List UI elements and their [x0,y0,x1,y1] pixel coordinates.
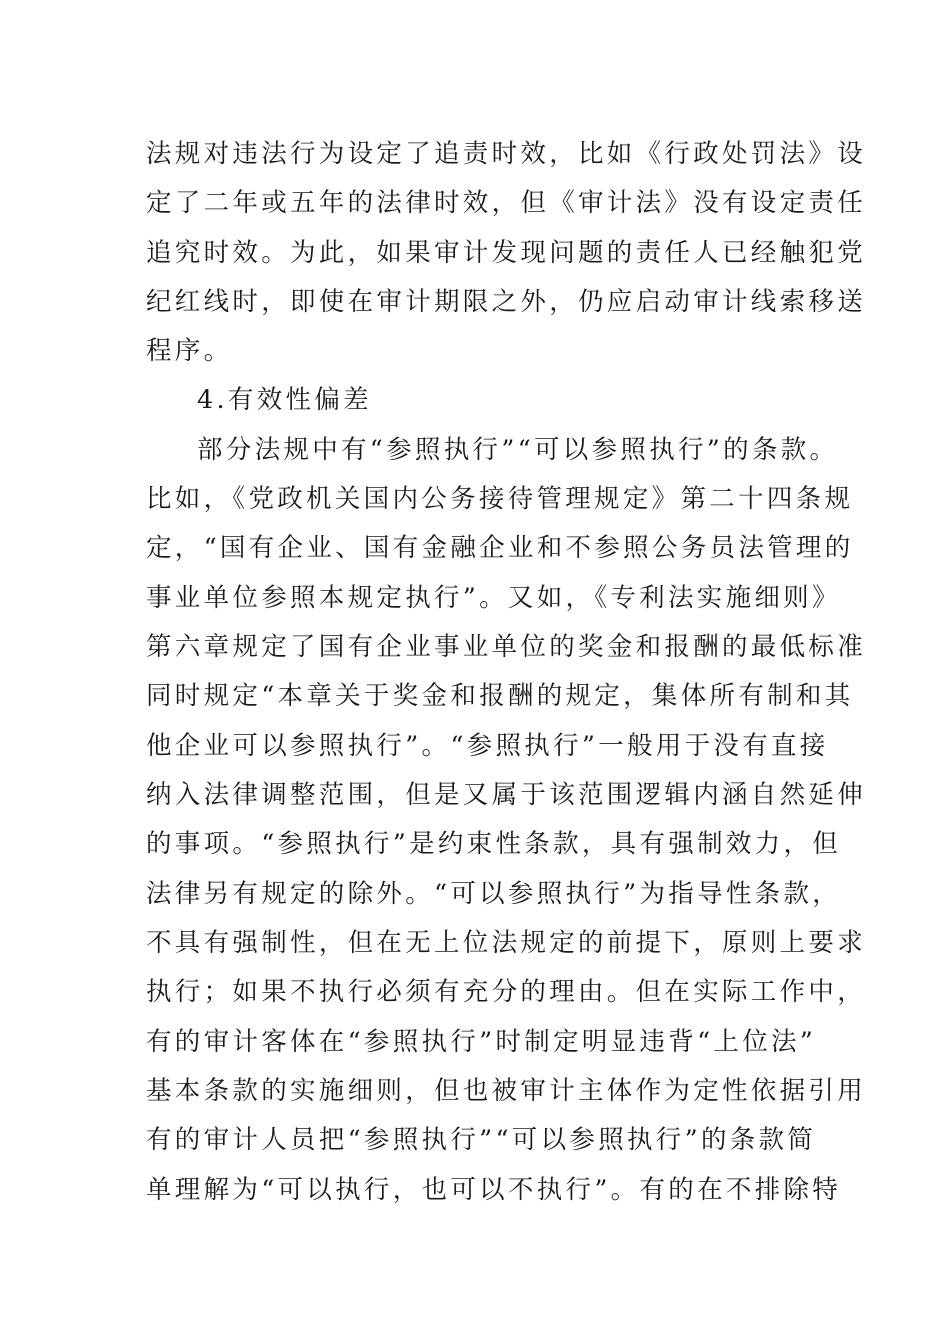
section-heading: 4.有效性偏差 [197,385,372,415]
text-line: 追究时效。为此，如果审计发现问题的责任人已经触犯党 [146,238,867,268]
text-line: 同时规定“本章关于奖金和报酬的规定，集体所有制和其 [146,681,854,711]
text-line: 部分法规中有“参照执行”“可以参照执行”的条款。 [197,435,839,465]
text-line: 法规对违法行为设定了追责时效，比如《行政处罚法》设 [146,139,867,169]
text-line: 纳入法律调整范围，但是又属于该范围逻辑内涵自然延伸 [146,780,867,810]
text-line: 程序。 [146,336,233,366]
text-line: 纪红线时，即使在审计期限之外，仍应启动审计线索移送 [146,287,867,317]
text-line: 的事项。“参照执行”是约束性条款，具有强制效力，但 [146,829,842,859]
text-line: 事业单位参照本规定执行”。又如，《专利法实施细则》 [146,583,841,613]
text-line: 基本条款的实施细则，但也被审计主体作为定性依据引用 [146,1076,867,1106]
text-line: 不具有强制性，但在无上位法规定的前提下，原则上要求 [146,928,867,958]
text-line: 法律另有规定的除外。“可以参照执行”为指导性条款， [146,879,842,909]
text-line: 定了二年或五年的法律时效，但《审计法》没有设定责任 [146,188,867,218]
text-line: 有的审计人员把“参照执行”“可以参照执行”的条款简 [146,1125,817,1155]
text-line: 单理解为“可以执行，也可以不执行”。有的在不排除特 [146,1175,842,1205]
text-line: 定，“国有企业、国有金融企业和不参照公务员法管理的 [146,533,854,563]
text-line: 有的审计客体在“参照执行”时制定明显违背“上位法” [146,1027,817,1057]
text-line: 他企业可以参照执行”。“参照执行”一般用于没有直接 [146,731,829,761]
text-line: 比如，《党政机关国内公务接待管理规定》第二十四条规 [146,484,854,514]
text-line: 执行；如果不执行必须有充分的理由。但在实际工作中， [146,977,867,1007]
text-line: 第六章规定了国有企业事业单位的奖金和报酬的最低标准 [146,632,867,662]
